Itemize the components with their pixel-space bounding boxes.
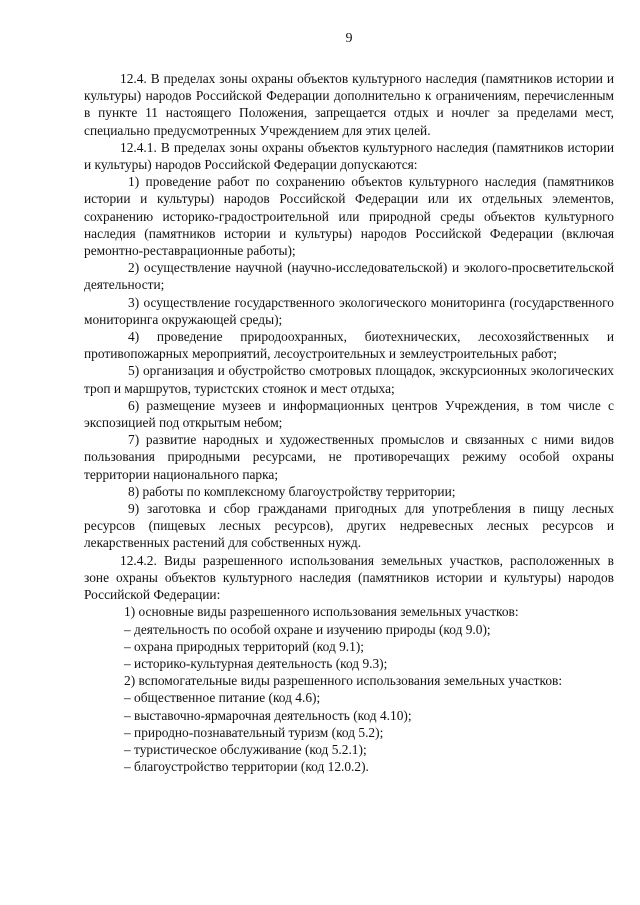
- dash-item: – выставочно-ярмарочная деятельность (код 4.10);: [124, 707, 412, 723]
- list-item-4: 4) проведение природоохранных, биотехнических, лесохозяйственных и противопожарных мероприятий, лесоустроительных и землеустроительных работ;: [84, 329, 614, 362]
- dash-item: – природно-познавательный туризм (код 5.2);: [124, 724, 384, 740]
- list-item-2: 2) осуществление научной (научно-исследовательской) и эколого-просветительской деятельности;: [84, 260, 614, 293]
- list-item-6: 6) размещение музеев и информационных центров Учреждения, в том числе с экспозицией под открытым небом;: [84, 397, 614, 431]
- paragraph-12-4: 12.4. В пределах зоны охраны объектов культурного наследия (памятников истории и культуры) народов Российской Федерации дополнительно к ограничениям, перечисленным в пункте 11 настоящего Положения, запрещается отдых и ночлег за пределами мест, специально предусмотренных Учреждением для этих целей.: [84, 71, 614, 138]
- dash-item: – общественное питание (код 4.6);: [124, 690, 321, 706]
- list-item-5: 5) организация и обустройство смотровых площадок, экскурсионных экологических троп и маршрутов, туристских стоянок и мест отдыха;: [84, 363, 614, 396]
- dash-item: – деятельность по особой охране и изучению природы (код 9.0);: [124, 621, 491, 637]
- page-number: 9: [345, 31, 353, 46]
- paragraph-12-4-2: 12.4.2. Виды разрешенного использования земельных участков, расположенных в зоне охраны объектов культурного наследия (памятников истории и культуры) народов Российской Федерации:: [84, 552, 614, 603]
- subsection-auxiliary-uses: 2) вспомогательные виды разрешенного использования земельных участков:: [124, 673, 563, 689]
- dash-item: – историко-культурная деятельность (код 9.3);: [124, 655, 388, 671]
- dash-item: – охрана природных территорий (код 9.1);: [124, 638, 365, 654]
- list-item-9: 9) заготовка и сбор гражданами пригодных для употребления в пищу лесных ресурсов (пищевых лесных ресурсов), других недревесных лесных ресурсов и лекарственных растений для собственных нужд.: [84, 501, 614, 551]
- dash-item: – туристическое обслуживание (код 5.2.1);: [124, 741, 367, 757]
- paragraph-12-4-1: 12.4.1. В пределах зоны охраны объектов культурного наследия (памятников истории и культуры) народов Российской Федерации допускаются:: [84, 139, 614, 173]
- list-item-7: 7) развитие народных и художественных промыслов и связанных с ними видов пользования природными ресурсами, не противоречащих режиму особой охраны территории национального парка;: [84, 432, 614, 482]
- subsection-main-uses: 1) основные виды разрешенного использования земельных участков:: [124, 604, 519, 620]
- list-item-3: 3) осуществление государственного экологического мониторинга (государственного мониторинга окружающей среды);: [84, 294, 614, 327]
- list-item-8: 8) работы по комплексному благоустройству территории;: [128, 483, 456, 499]
- document-body: [84, 70, 614, 775]
- dash-item: – благоустройство территории (код 12.0.2).: [124, 759, 369, 775]
- list-item-1: 1) проведение работ по сохранению объектов культурного наследия (памятников истории и культуры) народов Российской Федерации или их отдельных элементов, сохранению историко-градостроительной или природной среды объектов культурного наследия (памятников истории и культуры) народов Российской Федерации (включая ремонтно-реставрационные работы);: [84, 174, 614, 259]
